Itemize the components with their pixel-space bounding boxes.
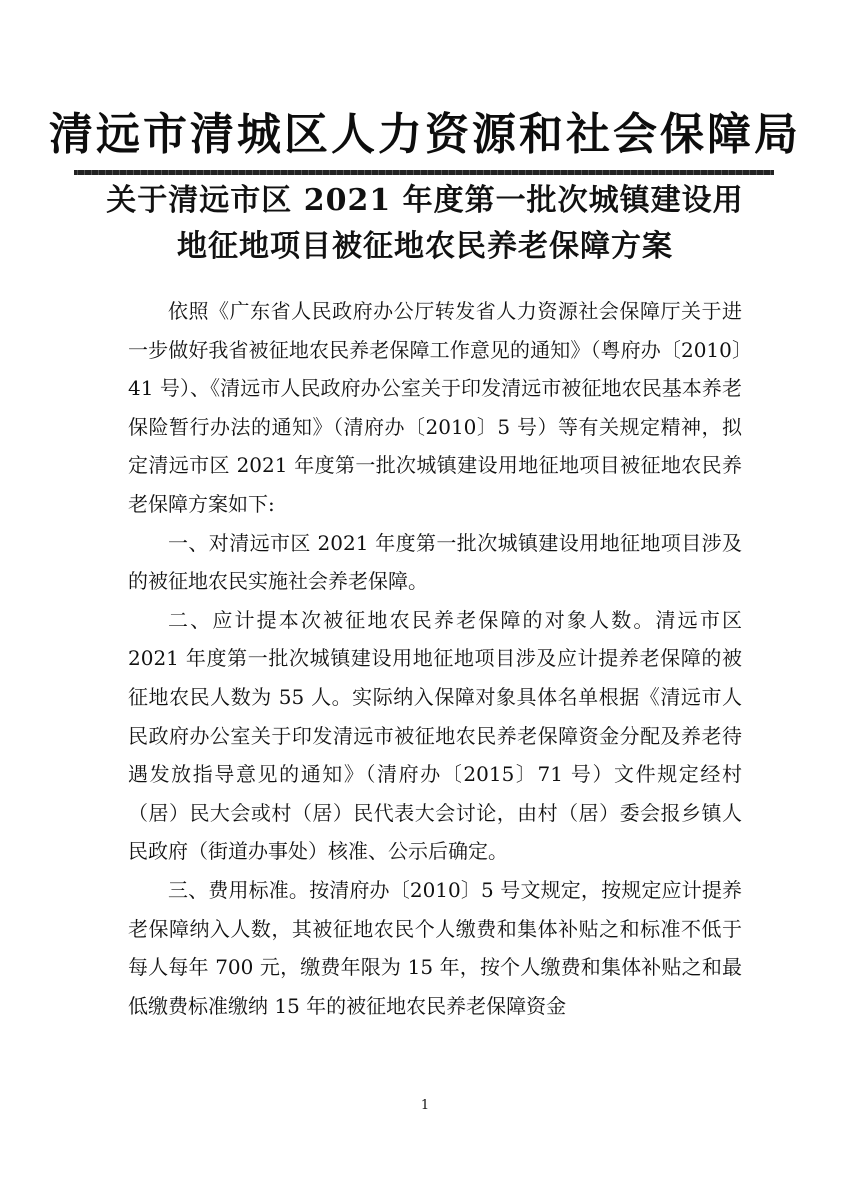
page-number: 1: [420, 1098, 430, 1113]
header-divider: [74, 170, 774, 175]
document-title: [60, 178, 790, 270]
paragraph-intro: 依照《广东省人民政府办公厅转发省人力资源社会保障厅关于进一步做好我省被征地农民养老保障工作意见的通知》（粤府办〔2010〕41 号）、《清远市人民政府办公室关于印发清远市被征地农民基本养老保险暂行办法的通知》（清府办〔2010〕5 号）等有关规定精神，拟定清远市区 2021 年度第一批次城镇建设用地征地项目被征地农民养老保障方案如下:: [128, 299, 742, 516]
issuing-organization-header: 清远市清城区人力资源和社会保障局: [49, 109, 801, 160]
document-body: [128, 292, 742, 1025]
paragraph-item-2: 二、应计提本次被征地农民养老保障的对象人数。清远市区 2021 年度第一批次城镇建设用地征地项目涉及应计提养老保障的被征地农民人数为 55 人。实际纳入保障对象具体名单根据《清远市人民政府办公室关于印发清远市被征地农民养老保障资金分配及养老待遇发放指导意见的通知》（清府办〔2015〕71 号）文件规定经村（居）民大会或村（居）民代表大会讨论，由村（居）委会报乡镇人民政府（街道办事处）核准、公示后确定。: [128, 607, 742, 864]
paragraph-item-3: 三、费用标准。按清府办〔2010〕5 号文规定，按规定应计提养老保障纳入人数，其被征地农民个人缴费和集体补贴之和标准不低于每人每年 700 元，缴费年限为 15 年，按个人缴费和集体补贴之和最低缴费标准缴纳 15 年的被征地农民养老保障资金: [128, 877, 742, 1018]
title-line-1: 关于清远市区 2021 年度第一批次城镇建设用: [106, 183, 744, 218]
paragraph-item-1: 一、对清远市区 2021 年度第一批次城镇建设用地征地项目涉及的被征地农民实施社会养老保障。: [128, 530, 742, 594]
title-line-2: 地征地项目被征地农民养老保障方案: [177, 229, 673, 264]
